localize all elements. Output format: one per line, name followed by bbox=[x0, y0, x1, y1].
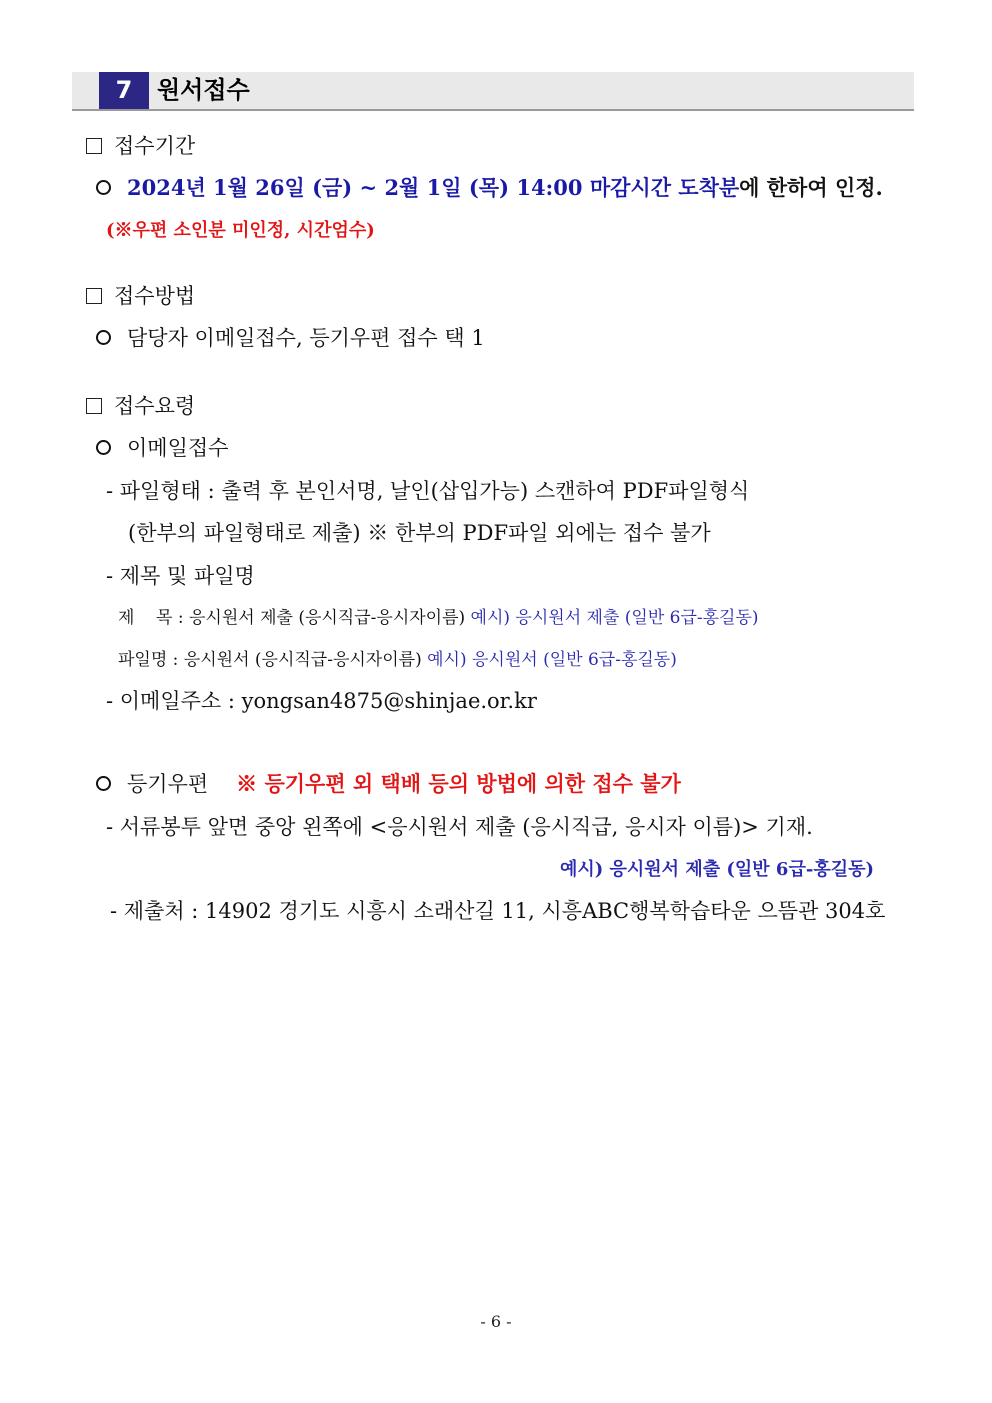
email-address-line: - 이메일주소 : yongsan4875@shinjae.or.kr bbox=[106, 689, 537, 713]
email-filename-example: 예시) 응시원서 (일반 6급-홍길동) bbox=[427, 650, 677, 670]
guide-heading-row bbox=[86, 390, 195, 420]
post-envelope-line: - 서류봉투 앞면 중앙 왼쪽에 <응시원서 제출 (응시직급, 응시자 이름)> 기재. bbox=[106, 815, 813, 839]
email-file-format-line1: - 파일형태 : 출력 후 본인서명, 날인(삽입가능) 스캔하여 PDF파일형식 bbox=[106, 479, 750, 503]
circle-bullet-icon bbox=[96, 330, 111, 345]
method-text: 담당자 이메일접수, 등기우편 접수 택 1 bbox=[127, 326, 485, 350]
email-filename-row bbox=[118, 645, 677, 670]
checkbox-square-icon bbox=[86, 398, 102, 414]
email-file-format-line2: (한부의 파일형태로 제출) ※ 한부의 PDF파일 외에는 접수 불가 bbox=[128, 521, 711, 545]
email-title-row bbox=[96, 432, 228, 462]
period-heading-row bbox=[86, 130, 195, 160]
email-subject-heading: - 제목 및 파일명 bbox=[106, 564, 255, 588]
circle-bullet-icon bbox=[96, 440, 111, 455]
guide-heading: 접수요령 bbox=[114, 394, 196, 418]
checkbox-square-icon bbox=[86, 138, 102, 154]
post-warning: ※ 등기우편 외 택배 등의 방법에 의한 접수 불가 bbox=[236, 771, 681, 796]
period-date-suffix: 에 한하여 인정. bbox=[739, 175, 883, 200]
period-heading: 접수기간 bbox=[114, 134, 196, 158]
email-subject-row bbox=[118, 603, 759, 628]
method-heading-row bbox=[86, 280, 195, 310]
method-row bbox=[96, 322, 485, 352]
period-date-text: 2024년 1월 26일 (금) ~ 2월 1일 (목) 14:00 마감시간 도착분 bbox=[127, 175, 740, 200]
page-number: - 6 - bbox=[480, 1312, 512, 1331]
method-heading: 접수방법 bbox=[114, 284, 196, 308]
section-title: 원서접수 bbox=[157, 76, 250, 104]
period-note: (※우편 소인분 미인정, 시간엄수) bbox=[106, 220, 375, 241]
post-address-line: - 제출처 : 14902 경기도 시흥시 소래산길 11, 시흥ABC행복학습타운 으뜸관 304호 bbox=[110, 899, 886, 923]
email-filename-label: 파일명 : 응시원서 (응시직급-응시자이름) bbox=[118, 650, 422, 670]
post-title: 등기우편 bbox=[127, 772, 209, 796]
email-subject-example: 예시) 응시원서 제출 (일반 6급-홍길동) bbox=[470, 608, 759, 628]
email-subject-label: 제 목 : 응시원서 제출 (응시직급-응시자이름) bbox=[118, 608, 466, 628]
circle-bullet-icon bbox=[96, 776, 111, 791]
section-number: 7 bbox=[99, 72, 149, 109]
circle-bullet-icon bbox=[96, 180, 111, 195]
post-envelope-example: 예시) 응시원서 제출 (일반 6급-홍길동) bbox=[559, 859, 874, 880]
checkbox-square-icon bbox=[86, 288, 102, 304]
post-title-row bbox=[96, 768, 681, 798]
email-title: 이메일접수 bbox=[127, 436, 229, 460]
period-date-row bbox=[96, 172, 883, 202]
